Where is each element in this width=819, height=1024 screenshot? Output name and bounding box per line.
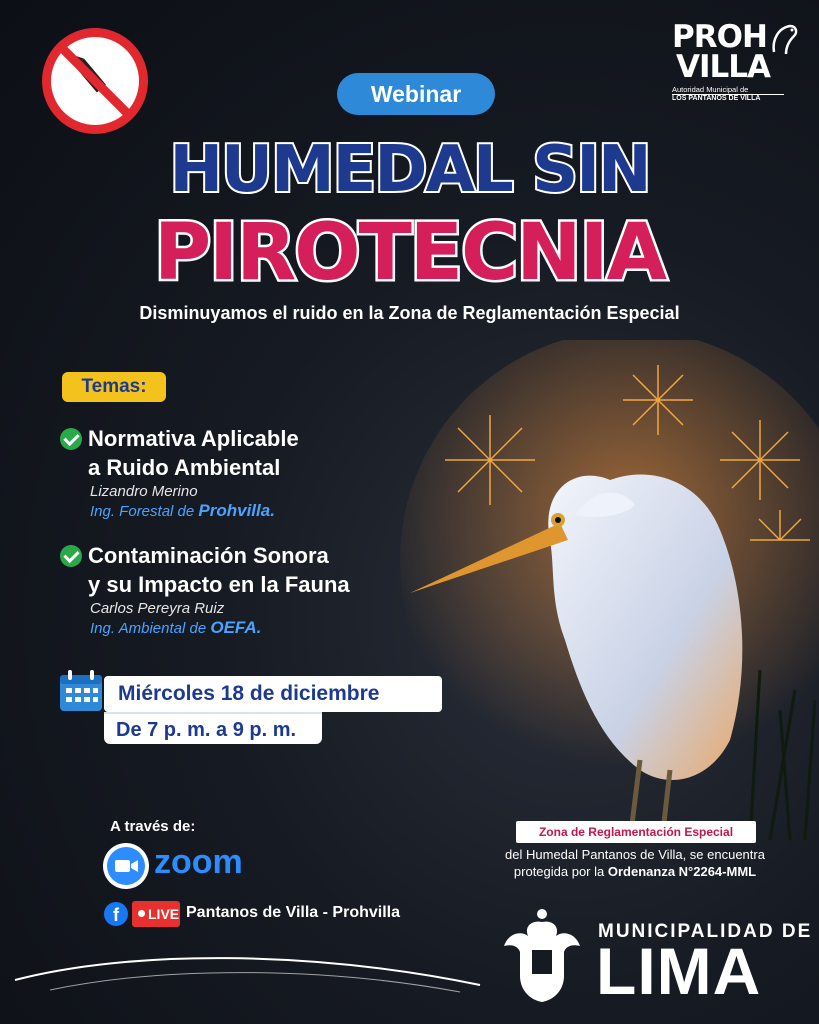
municipality-line1: MUNICIPALIDAD DE (598, 921, 813, 942)
logo-line2: VILLA (676, 49, 771, 85)
topic-item (60, 541, 420, 639)
event-time: De 7 p. m. a 9 p. m. (104, 712, 322, 744)
prohvilla-logo (672, 19, 802, 127)
no-fireworks-icon (42, 28, 148, 134)
topic-item (60, 424, 420, 522)
topic-title-line1: Contaminación Sonora (88, 543, 329, 568)
title-line1: HUMEDAL SIN (169, 133, 650, 207)
facebook-icon: f (104, 902, 128, 926)
check-icon (60, 428, 82, 450)
event-date: Miércoles 18 de diciembre (104, 676, 442, 712)
zoom-wordmark: zoom (154, 843, 243, 881)
bird-logo-icon (768, 22, 800, 58)
topic-role: Ing. Ambiental de OEFA. (90, 618, 262, 637)
decorative-swoosh (10, 940, 490, 1000)
logo-line1: PROH (672, 19, 767, 55)
topic-title-line1: Normativa Aplicable (88, 426, 299, 451)
webinar-badge: Webinar (337, 73, 495, 115)
title-line2: PIROTECNIA (154, 208, 665, 298)
check-icon (60, 545, 82, 567)
subtitle: Disminuyamos el ruido en la Zona de Reglamentación Especial (139, 303, 680, 323)
temas-label: Temas: (62, 372, 166, 402)
municipality-line2: LIMA (596, 934, 762, 1008)
heron-bird-illustration (400, 340, 819, 840)
topic-role: Ing. Forestal de Prohvilla. (90, 501, 275, 520)
via-label: A través de: (110, 818, 196, 835)
coat-of-arms-icon (498, 906, 586, 1006)
topic-title-line2: a Ruido Ambiental (88, 455, 281, 480)
facebook-page-name: Pantanos de Villa - Prohvilla (186, 904, 400, 921)
topic-speaker: Lizandro Merino (90, 483, 198, 500)
logo-sub2: LOS PANTANOS DE VILLA (672, 94, 784, 102)
logo-sub1: Autoridad Municipal de (672, 85, 749, 94)
topic-title-line2: y su Impacto en la Fauna (88, 572, 350, 597)
zona-description: del Humedal Pantanos de Villa, se encuentra protegida por la Ordenanza N°2264-MML (505, 847, 765, 879)
zoom-camera-icon (103, 843, 149, 889)
live-badge: LIVE (132, 901, 180, 927)
topic-speaker: Carlos Pereyra Ruiz (90, 600, 225, 617)
zona-tag: Zona de Reglamentación Especial (516, 821, 756, 843)
calendar-icon (58, 669, 104, 713)
